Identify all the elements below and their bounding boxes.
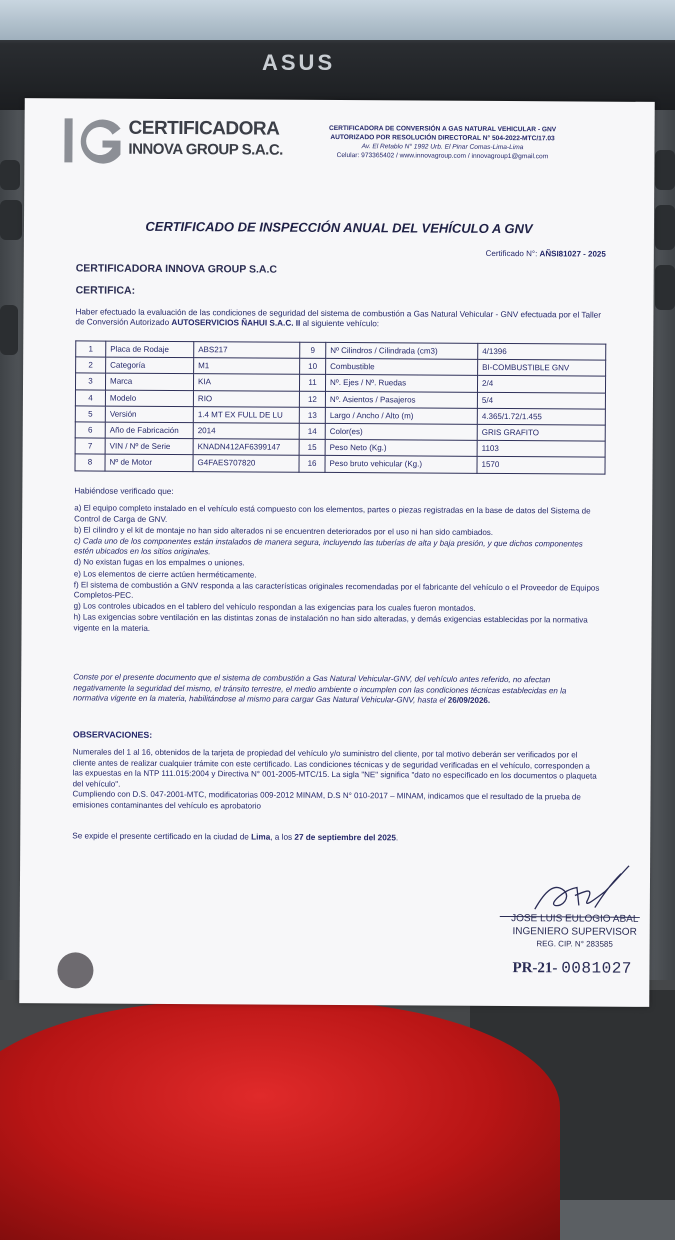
field-label-cell: Categoría bbox=[106, 357, 194, 374]
certificate-document bbox=[19, 98, 655, 1007]
row-number-cell: 9 bbox=[300, 342, 326, 358]
field-value-cell: 5/4 bbox=[477, 392, 605, 409]
field-value-cell: ABS217 bbox=[194, 342, 300, 359]
row-number-cell: 12 bbox=[299, 391, 325, 407]
company-name: CERTIFICADORA INNOVA GROUP S.A.C bbox=[75, 262, 278, 276]
issuance-line bbox=[72, 831, 398, 842]
field-label-cell: Nº Cilindros / Cilindrada (cm3) bbox=[326, 342, 478, 359]
row-number-cell: 10 bbox=[300, 358, 326, 374]
laptop-brand-logo: ASUS bbox=[262, 50, 336, 75]
logo-company-sub: INNOVA GROUP S.A.C. bbox=[128, 140, 283, 159]
observations-heading: OBSERVACIONES: bbox=[72, 729, 153, 740]
keyboard-key bbox=[655, 150, 675, 190]
field-label-cell: Versión bbox=[105, 406, 193, 423]
list-item: h) Las exigencias sobre ventilación en las distintas zonas de instalación no han sido alteradas, y demás exigencias establecidas por la normativa vigente en la materia. bbox=[73, 612, 588, 633]
field-label-cell: Color(es) bbox=[325, 423, 477, 440]
certificate-number-label: Certificado N°: bbox=[485, 248, 538, 259]
field-value-cell: RIO bbox=[193, 390, 299, 407]
header-info-line: CERTIFICADORA DE CONVERSIÓN A GAS NATURAL VEHICULAR - GNV bbox=[328, 124, 557, 134]
field-label-cell: Peso Neto (Kg.) bbox=[325, 440, 477, 457]
keyboard-key bbox=[0, 305, 18, 355]
observations-paragraph bbox=[72, 747, 600, 814]
row-number-cell: 3 bbox=[75, 373, 105, 389]
field-label-cell: Placa de Rodaje bbox=[106, 341, 194, 358]
row-number-cell: 4 bbox=[75, 389, 105, 405]
punch-hole bbox=[57, 952, 93, 988]
field-label-cell: Año de Fabricación bbox=[105, 422, 193, 439]
logo-company-name: CERTIFICADORA bbox=[128, 117, 280, 140]
row-number-cell: 1 bbox=[76, 341, 106, 357]
conste-text: Conste por el presente documento que el sistema de combustión a Gas Natural Vehicular-GNV, del vehículo antes referido, no afectan negativamente la seguridad del mismo, el tránsito terrestre, el medio ambiente o incumplen con las condiciones técnicas establecidas en la normativa vigente en la materia, habilitándose al mismo para cargar Gas Natural Vehicular-GNV, hasta el bbox=[73, 672, 567, 705]
list-item: c) Cada uno de los componentes están instalados de manera segura, incluyendo las tuberías de alta y baja presión, y que dichos componentes estén ubicados en los sitios originales. bbox=[73, 536, 583, 557]
field-value-cell: 1570 bbox=[477, 457, 605, 474]
header-info bbox=[292, 124, 592, 162]
row-number-cell: 13 bbox=[299, 407, 325, 423]
observations-text-2: Cumpliendo con D.S. 047-2001-MTC, modificatorias 009-2012 MINAM, D.S N° 010-2017 – MINAM, indicamos que el resultado de la prueba de emisiones contaminantes del vehículo es aprobatorio bbox=[72, 789, 581, 811]
field-label-cell: Combustible bbox=[326, 359, 478, 376]
field-label-cell: Marca bbox=[105, 373, 193, 390]
keyboard-key bbox=[655, 265, 675, 310]
keyboard-key bbox=[0, 160, 20, 190]
red-chair-background bbox=[0, 1000, 560, 1240]
field-value-cell: 2014 bbox=[193, 423, 299, 440]
field-value-cell: 4.365/1.72/1.455 bbox=[477, 408, 605, 425]
verification-list bbox=[73, 503, 602, 637]
field-value-cell: G4FAES707820 bbox=[193, 455, 299, 472]
field-value-cell: 2/4 bbox=[477, 376, 605, 393]
row-number-cell: 6 bbox=[75, 422, 105, 438]
observations-text: Numerales del 1 al 16, obtenidos de la tarjeta de propiedad del vehículo y/o suministro del cliente, por tal motivo deberán ser verificados por el cliente antes de realizar cualquier trámite con este certificado. Las condiciones técnicas y de seguridad verificadas en el vehículo, corresponden a las expuestas en la NTP 111.015:2004 y Directiva N° 001-2005-MTC/15. La sigla "NE" significa "dato no especificado en los documentos o plaqueta del vehículo". bbox=[72, 747, 597, 789]
issuance-date: 27 de septiembre del 2025 bbox=[294, 832, 396, 843]
field-value-cell: 1.4 MT EX FULL DE LU bbox=[193, 406, 299, 423]
field-label-cell: Modelo bbox=[105, 390, 193, 407]
list-item: a) El equipo completo instalado en el vehículo está compuesto con los elementos, partes o piezas registradas en la base de datos del Sistema de Control de Carga de GNV. bbox=[74, 503, 591, 524]
supervisor-reg: REG. CIP. N° 283585 bbox=[536, 939, 613, 949]
intro-end: al siguiente vehículo: bbox=[302, 318, 380, 329]
field-label-cell: Largo / Ancho / Alto (m) bbox=[325, 407, 477, 424]
row-number-cell: 15 bbox=[299, 439, 325, 455]
keyboard-key bbox=[0, 200, 22, 240]
issuance-city: Lima bbox=[251, 832, 271, 842]
vehicle-data-table bbox=[74, 340, 606, 474]
field-value-cell: 4/1396 bbox=[478, 343, 606, 360]
intro-paragraph bbox=[75, 307, 605, 330]
field-value-cell: KIA bbox=[193, 374, 299, 391]
document-title: CERTIFICADO DE INSPECCIÓN ANUAL DEL VEHÍCULO A GNV bbox=[145, 218, 533, 237]
supervisor-role: INGENIERO SUPERVISOR bbox=[512, 925, 637, 938]
intro-workshop: AUTOSERVICIOS ÑAHUI S.A.C. II bbox=[171, 317, 301, 328]
valid-until-date: 26/09/2026. bbox=[447, 695, 491, 706]
field-value-cell: 1103 bbox=[477, 440, 605, 457]
list-item: f) El sistema de combustión a GNV responda a las características originales recomendadas por el fabricante del vehículo o el Proveedor de Equipos Completos-PEC. bbox=[73, 580, 600, 601]
serial-prefix: PR-21- bbox=[512, 960, 558, 977]
field-value-cell: GRIS GRAFITO bbox=[477, 424, 605, 441]
row-number-cell: 5 bbox=[75, 406, 105, 422]
field-label-cell: VIN / Nº de Serie bbox=[105, 438, 193, 455]
field-value-cell: KNADN412AF6399147 bbox=[193, 439, 299, 456]
header-info-line: Celular: 973365402 / www.innovagroup.com / innovagroup1@gmail.com bbox=[336, 151, 549, 161]
field-value-cell: BI-COMBUSTIBLE GNV bbox=[478, 360, 606, 377]
field-value-cell: M1 bbox=[194, 358, 300, 375]
row-number-cell: 2 bbox=[76, 357, 106, 373]
row-number-cell: 14 bbox=[299, 423, 325, 439]
intro-text: Haber efectuado la evaluación de las condiciones de seguridad del sistema de combustión a Gas Natural Vehicular - GNV efectuada por el Taller de Conversión Autorizado bbox=[75, 307, 602, 327]
row-number-cell: 7 bbox=[75, 438, 105, 454]
issuance-end: . bbox=[395, 833, 399, 843]
supervisor-name: JOSE LUIS EULOGIO ABAL bbox=[511, 913, 639, 925]
list-item: e) Los elementos de cierre actúen herméticamente. bbox=[73, 568, 257, 580]
innova-logo-icon bbox=[62, 114, 126, 166]
certifica-heading: CERTIFICA: bbox=[75, 284, 136, 297]
supervisor-stamp bbox=[500, 913, 650, 951]
table-row bbox=[75, 454, 605, 473]
header-info-line: AUTORIZADO POR RESOLUCIÓN DIRECTORAL N° 504-2022-MTC/17.03 bbox=[330, 133, 555, 143]
keyboard-key bbox=[655, 205, 675, 250]
list-item: b) El cilindro y el kit de montaje no han sido alterados ni se encuentren deteriorados por el uso ni han sido cambiados. bbox=[74, 525, 494, 537]
conste-paragraph bbox=[73, 672, 601, 707]
issuance-prefix: Se expide el presente certificado en la ciudad de bbox=[72, 831, 249, 842]
laptop-screen-edge bbox=[0, 0, 675, 40]
certificate-number bbox=[486, 249, 606, 259]
field-label-cell: Nº. Ejes / Nº. Ruedas bbox=[325, 375, 477, 392]
list-item: g) Los controles ubicados en el tablero del vehículo respondan a las exigencias para los cuales fueron montados. bbox=[73, 601, 476, 614]
field-label-cell: Nº. Asientos / Pasajeros bbox=[325, 391, 477, 408]
serial-number: 0081027 bbox=[561, 959, 632, 978]
list-item: d) No existan fugas en los empalmes o uniones. bbox=[73, 557, 245, 568]
header-info-line: Av. El Retablo N° 1992 Urb. El Pinar Comas-Lima-Lima bbox=[361, 143, 524, 152]
row-number-cell: 16 bbox=[299, 456, 325, 472]
row-number-cell: 8 bbox=[75, 454, 105, 470]
field-label-cell: Peso bruto vehicular (Kg.) bbox=[325, 456, 477, 473]
row-number-cell: 11 bbox=[299, 375, 325, 391]
issuance-middle: , a los bbox=[270, 832, 293, 842]
document-serial bbox=[512, 959, 632, 978]
certificate-number-value: AÑSI81027 - 2025 bbox=[539, 249, 606, 259]
field-label-cell: Nº de Motor bbox=[105, 454, 193, 471]
verification-heading: Habiéndose verificado que: bbox=[74, 486, 174, 497]
